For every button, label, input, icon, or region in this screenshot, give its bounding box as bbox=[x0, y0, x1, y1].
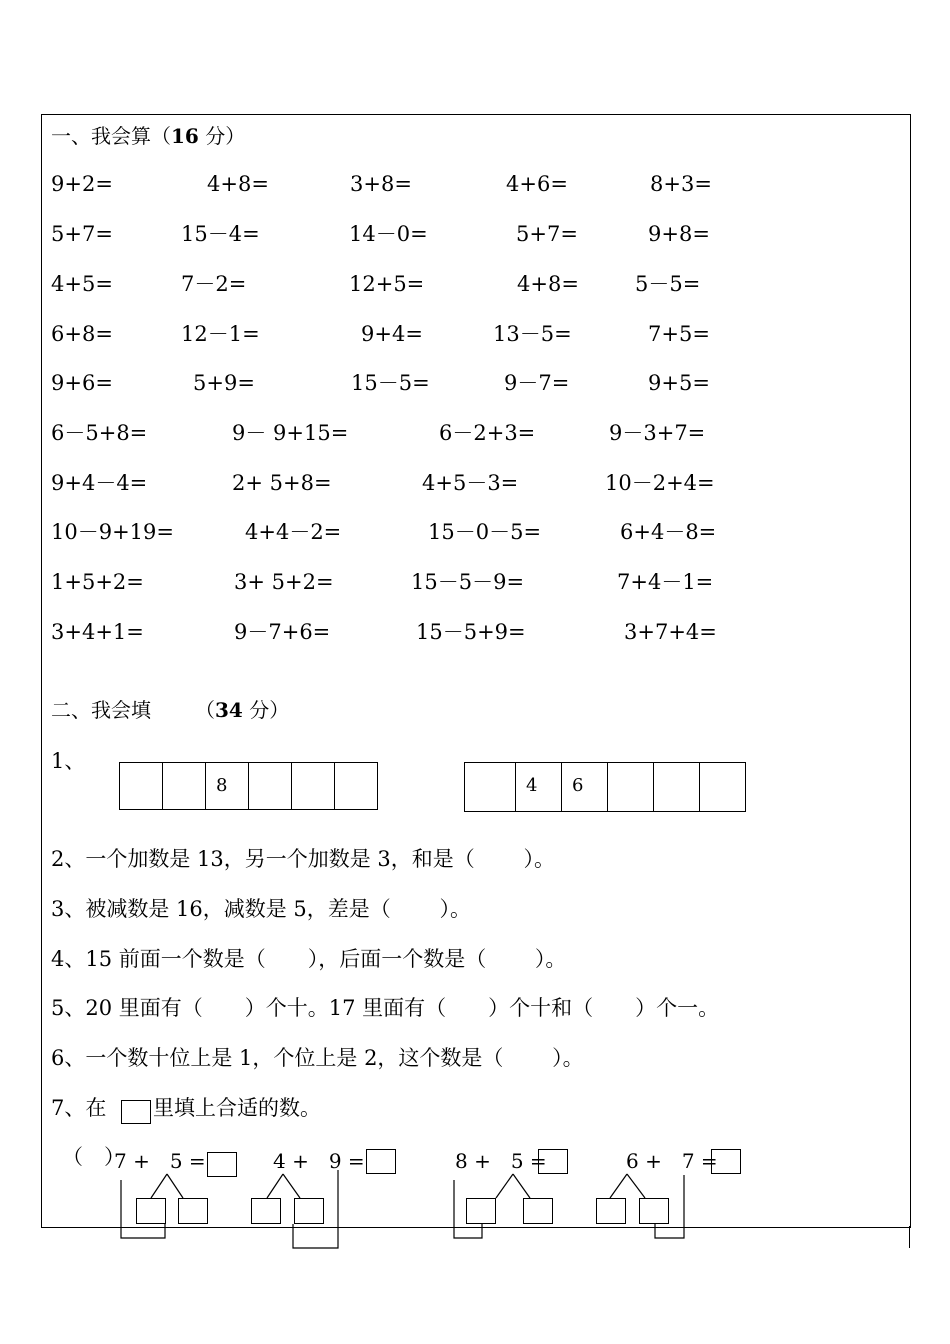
equation: 3+ 5+2= bbox=[234, 570, 334, 594]
equation: 7+4－1= bbox=[617, 570, 714, 594]
equation: 4+8= bbox=[207, 172, 269, 196]
question-7-prefix: 7、在 bbox=[51, 1096, 107, 1120]
equation: 12+5= bbox=[349, 272, 425, 296]
equation: 9－7= bbox=[504, 371, 570, 395]
equation: 6 + 7 = bbox=[626, 1149, 718, 1173]
equation: 12－1= bbox=[181, 322, 260, 346]
equation: 4 + 9 = bbox=[273, 1149, 365, 1173]
equation: 3+8= bbox=[350, 172, 412, 196]
equation: 6－2+3= bbox=[439, 421, 536, 445]
equation: 15－0－5= bbox=[428, 520, 542, 544]
equation: 10－9+19= bbox=[51, 520, 174, 544]
equation: 5+9= bbox=[193, 371, 255, 395]
equation: 10－2+4= bbox=[605, 471, 715, 495]
equation: 15－5－9= bbox=[411, 570, 525, 594]
split-box[interactable] bbox=[251, 1198, 281, 1224]
equation: 7 + 5 = bbox=[114, 1149, 206, 1173]
equation: 3+4+1= bbox=[51, 620, 144, 644]
equation: 1+5+2= bbox=[51, 570, 144, 594]
split-box[interactable] bbox=[596, 1198, 626, 1224]
equation: 15－4= bbox=[181, 222, 260, 246]
equation: 8 + 5 = bbox=[455, 1149, 547, 1173]
split-box[interactable] bbox=[523, 1198, 553, 1224]
question-2: 2、一个加数是 13，另一个加数是 3，和是（ ）。 bbox=[51, 847, 555, 871]
equation: 6－5+8= bbox=[51, 421, 148, 445]
split-box[interactable] bbox=[639, 1198, 669, 1224]
equation: 5－5= bbox=[635, 272, 701, 296]
equation: 4+5= bbox=[51, 272, 113, 296]
equation: 9+2= bbox=[51, 172, 113, 196]
question-5: 5、20 里面有（ ）个十。17 里面有（ ）个十和（ ）个一。 bbox=[51, 996, 720, 1020]
equation: 9+4= bbox=[361, 322, 423, 346]
equation: 9－3+7= bbox=[609, 421, 706, 445]
section1-title: 一、我会算（16 分） bbox=[51, 124, 246, 148]
equation: 4+4－2= bbox=[245, 520, 342, 544]
sequence-cell: 6 bbox=[562, 762, 608, 812]
equation: 6+4－8= bbox=[620, 520, 717, 544]
equation: 9+8= bbox=[648, 222, 710, 246]
equation: 5+7= bbox=[516, 222, 578, 246]
equation: 14－0= bbox=[349, 222, 428, 246]
equation: 4+5－3= bbox=[422, 471, 519, 495]
equation: 13－5= bbox=[493, 322, 572, 346]
split-box[interactable] bbox=[294, 1198, 324, 1224]
question-3: 3、被减数是 16，减数是 5，差是（ ）。 bbox=[51, 897, 471, 921]
question-7-suffix: 里填上合适的数。 bbox=[153, 1096, 321, 1120]
equation: 9－7+6= bbox=[234, 620, 331, 644]
q1-label: 1、 bbox=[51, 749, 86, 773]
question-6: 6、一个数十位上是 1，个位上是 2，这个数是（ ）。 bbox=[51, 1046, 584, 1070]
equation: 3+7+4= bbox=[624, 620, 717, 644]
equation: 15－5= bbox=[351, 371, 430, 395]
sequence-cell: 8 bbox=[206, 762, 249, 810]
page-edge-line bbox=[909, 1226, 910, 1248]
equation: 9+6= bbox=[51, 371, 113, 395]
split-box[interactable] bbox=[178, 1198, 208, 1224]
answer-paren: （ ） bbox=[62, 1145, 125, 1169]
sequence-cell: 4 bbox=[516, 762, 562, 812]
equation: 9+5= bbox=[648, 371, 710, 395]
split-box[interactable] bbox=[136, 1198, 166, 1224]
equation: 7－2= bbox=[181, 272, 247, 296]
equation: 4+8= bbox=[517, 272, 579, 296]
equation: 8+3= bbox=[650, 172, 712, 196]
equation: 6+8= bbox=[51, 322, 113, 346]
split-box[interactable] bbox=[466, 1198, 496, 1224]
question-4: 4、15 前面一个数是（ ），后面一个数是（ ）。 bbox=[51, 947, 567, 971]
equation: 5+7= bbox=[51, 222, 113, 246]
equation: 4+6= bbox=[506, 172, 568, 196]
equation: 7+5= bbox=[648, 322, 710, 346]
section2-title: 二、我会填 （34 分） bbox=[51, 698, 290, 722]
equation: 9－ 9+15= bbox=[232, 421, 349, 445]
equation: 9+4－4= bbox=[51, 471, 148, 495]
equation: 15－5+9= bbox=[416, 620, 526, 644]
equation: 2+ 5+8= bbox=[232, 471, 332, 495]
